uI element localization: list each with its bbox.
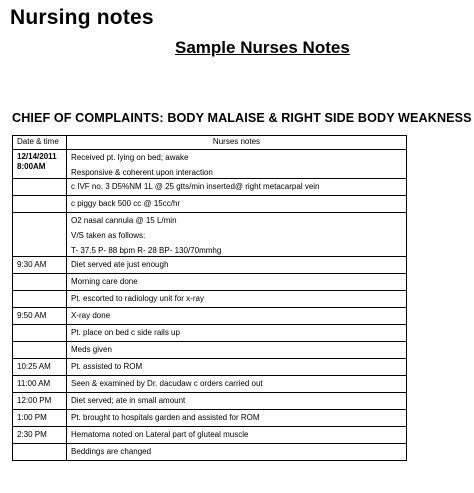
note-cell: Diet served ate just enough: [67, 257, 407, 274]
note-cell: Pt. escorted to radiology unit for x-ray: [67, 291, 407, 308]
note-cell: Meds given: [67, 342, 407, 359]
date-cell: 11:00 AM: [13, 376, 67, 393]
note-cell: [67, 150, 407, 179]
note-text: O2 nasal cannula @ 15 L/min: [71, 216, 177, 225]
table-row: [13, 444, 407, 461]
date-cell: 1:00 PM: [13, 410, 67, 427]
table-row: [13, 325, 407, 342]
note-cell: Pt. place on bed c side rails up: [67, 325, 407, 342]
date-cell: [13, 196, 67, 213]
date-cell: [13, 291, 67, 308]
note-cell: [67, 213, 407, 257]
table-row: [13, 150, 407, 179]
table-row: [13, 308, 407, 325]
header-nurses-notes: Nurses notes: [67, 136, 407, 150]
note-cell: c IVF no. 3 D5%NM 1L @ 25 gtts/min inserted@ right metacarpal vein: [67, 179, 407, 196]
note-cell: Morning care done: [67, 274, 407, 291]
time-text: 8:00AM: [17, 162, 46, 171]
nurses-notes-table: [12, 135, 407, 461]
date-cell: 9:50 AM: [13, 308, 67, 325]
table-row: [13, 179, 407, 196]
table-header-row: [13, 136, 407, 150]
table-row: [13, 359, 407, 376]
note-text: Responsive & coherent upon interaction: [71, 168, 213, 177]
table-row: [13, 376, 407, 393]
note-cell: Seen & examined by Dr. dacudaw c orders carried out: [67, 376, 407, 393]
date-cell: 9:30 AM: [13, 257, 67, 274]
table-row: [13, 393, 407, 410]
note-cell: c piggy back 500 cc @ 15cc/hr: [67, 196, 407, 213]
page-subtitle: Sample Nurses Notes: [175, 38, 350, 57]
date-cell: [13, 342, 67, 359]
note-text: V/S taken as follows:: [71, 231, 146, 240]
date-cell: 10:25 AM: [13, 359, 67, 376]
page-title: Nursing notes: [10, 6, 154, 29]
date-cell: [13, 179, 67, 196]
date-cell: 2:30 PM: [13, 427, 67, 444]
table-row: [13, 291, 407, 308]
date-text: 12/14/2011: [17, 152, 57, 161]
table-row: [13, 274, 407, 291]
date-cell: 12:00 PM: [13, 393, 67, 410]
date-cell: [13, 150, 67, 179]
note-cell: Pt. assisted to ROM: [67, 359, 407, 376]
note-cell: Pt. brought to hospitals garden and assisted for ROM: [67, 410, 407, 427]
note-cell: X-ray done: [67, 308, 407, 325]
table-row: [13, 427, 407, 444]
date-cell: [13, 213, 67, 257]
note-cell: Beddings are changed: [67, 444, 407, 461]
header-date-time: Date & time: [13, 136, 67, 150]
date-cell: [13, 274, 67, 291]
note-cell: Hematoma noted on Lateral part of gluteal muscle: [67, 427, 407, 444]
table-row: [13, 257, 407, 274]
table-row: [13, 410, 407, 427]
table-row: [13, 342, 407, 359]
table-row: [13, 213, 407, 257]
note-text: Received pt. lying on bed; awake: [71, 153, 189, 162]
note-text: T- 37.5 P- 88 bpm R- 28 BP- 130/70mmhg: [71, 246, 222, 255]
note-cell: Diet served; ate in small amount: [67, 393, 407, 410]
date-cell: [13, 325, 67, 342]
table-row: [13, 196, 407, 213]
chief-complaint-heading: CHIEF OF COMPLAINTS: BODY MALAISE & RIGHT SIDE BODY WEAKNESS: [12, 111, 472, 125]
date-cell: [13, 444, 67, 461]
